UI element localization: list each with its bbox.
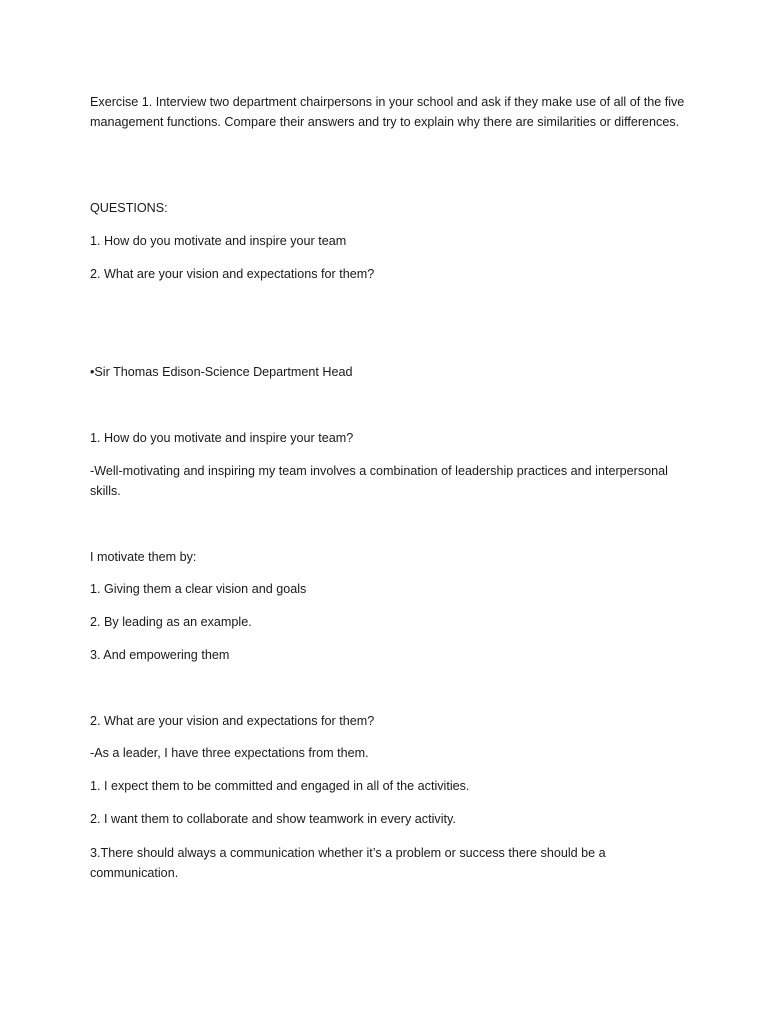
interviewee-heading: •Sir Thomas Edison-Science Department Head: [90, 365, 353, 379]
interview-question-2: 2. What are your vision and expectations for them?: [90, 714, 375, 728]
questions-heading: QUESTIONS:: [90, 201, 168, 215]
question-item: 2. What are your vision and expectations for them?: [90, 267, 375, 281]
interview-answer-2: -As a leader, I have three expectations from them.: [90, 746, 369, 760]
motivate-list-item: 3. And empowering them: [90, 648, 230, 662]
motivate-intro: I motivate them by:: [90, 550, 197, 564]
expectation-list-item: 3.There should always a communication whether it’s a problem or success there should be a communication.: [90, 846, 606, 880]
interview-question-1: 1. How do you motivate and inspire your team?: [90, 431, 354, 445]
exercise-intro-paragraph: Exercise 1. Interview two department chairpersons in your school and ask if they make use of all of the five management functions. Compare their answers and try to explain why there are similarities or differences.: [90, 95, 685, 129]
motivate-list-item: 2. By leading as an example.: [90, 615, 252, 629]
question-item: 1. How do you motivate and inspire your team: [90, 234, 347, 248]
motivate-list-item: 1. Giving them a clear vision and goals: [90, 582, 307, 596]
interview-answer-1: -Well-motivating and inspiring my team involves a combination of leadership practices and interpersonal skills.: [90, 464, 668, 498]
expectation-list-item: 1. I expect them to be committed and engaged in all of the activities.: [90, 779, 470, 793]
expectation-list-item: 2. I want them to collaborate and show teamwork in every activity.: [90, 812, 456, 826]
